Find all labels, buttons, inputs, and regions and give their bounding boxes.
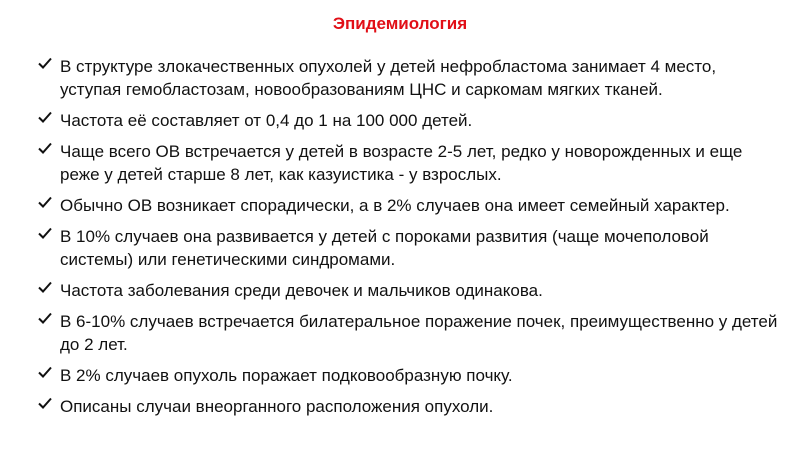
list-item [38, 194, 778, 217]
check-mark-icon [38, 311, 52, 325]
list-item-text: В структуре злокачественных опухолей у детей нефробластома занимает 4 место, уступая гемобластозам, новообразованиям ЦНС и саркомам мягких тканей. [60, 57, 717, 99]
list-item [38, 364, 778, 387]
bullet-list [38, 55, 778, 426]
slide-title: Эпидемиология [332, 14, 468, 33]
check-mark-icon [38, 396, 52, 410]
list-item [38, 310, 778, 356]
check-mark-icon [38, 365, 52, 379]
list-item-text: Чаще всего ОВ встречается у детей в возрасте 2-5 лет, редко у новорожденных и еще реже у детей старше 8 лет, как казуистика - у взрослых. [60, 142, 743, 184]
list-item [38, 225, 778, 271]
list-item-text: Частота её составляет от 0,4 до 1 на 100 000 детей. [60, 111, 473, 130]
check-mark-icon [38, 195, 52, 209]
check-mark-icon [38, 110, 52, 124]
list-item [38, 55, 778, 101]
check-mark-icon [38, 280, 52, 294]
list-item [38, 395, 778, 418]
list-item-text: В 2% случаев опухоль поражает подковообразную почку. [60, 366, 513, 385]
check-mark-icon [38, 141, 52, 155]
list-item-text: Описаны случаи внеорганного расположения опухоли. [60, 397, 494, 416]
list-item-text: Обычно ОВ возникает спорадически, а в 2% случаев она имеет семейный характер. [60, 196, 730, 215]
list-item-text: Частота заболевания среди девочек и мальчиков одинакова. [60, 281, 543, 300]
list-item-text: В 6-10% случаев встречается билатеральное поражение почек, преимущественно у детей до 2 лет. [60, 312, 778, 354]
check-mark-icon [38, 226, 52, 240]
list-item [38, 279, 778, 302]
list-item [38, 140, 778, 186]
check-mark-icon [38, 56, 52, 70]
list-item-text: В 10% случаев она развивается у детей с пороками развития (чаще мочеполовой системы) или генетическими синдромами. [60, 227, 709, 269]
list-item [38, 109, 778, 132]
